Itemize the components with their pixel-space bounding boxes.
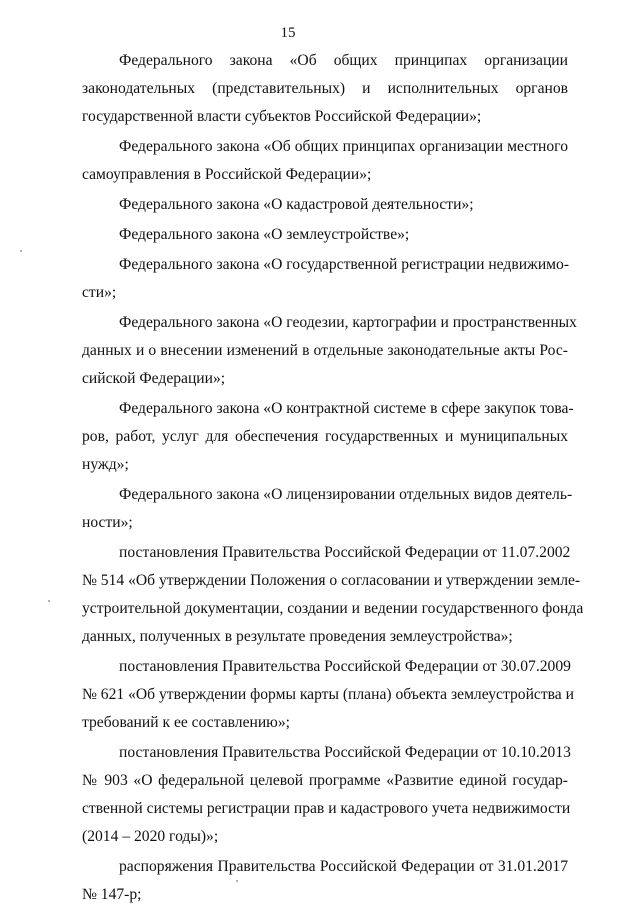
text-line: требований к ее составлению»; <box>82 714 290 731</box>
scan-speck <box>48 600 50 602</box>
text-line: Федерального закона «Об общих принципах организации <box>119 52 568 69</box>
paragraph-p8 <box>82 481 573 537</box>
text-line: ров, работ, услуг для обеспечения государственных и муниципальных <box>82 428 568 445</box>
text-line: постановления Правительства Российской Федерации от 30.07.2009 <box>119 658 571 675</box>
text-line: Федерального закона «О лицензировании отдельных видов деятель- <box>119 486 573 503</box>
text-line: № 514 «Об утверждении Положения о согласовании и утверждении земле- <box>82 572 581 589</box>
text-line: (2014 – 2020 годы)»; <box>82 828 219 845</box>
text-line: сийской Федерации»; <box>82 370 226 387</box>
text-line: Федерального закона «О землеустройстве»; <box>119 226 410 243</box>
text-line: ственной системы регистрации прав и кадастрового учета недвижимости <box>82 800 571 817</box>
text-line: Федерального закона «Об общих принципах организации местного <box>119 138 568 155</box>
text-line: самоуправления в Российской Федерации»; <box>82 166 372 183</box>
paragraph-p4 <box>82 221 568 249</box>
paragraph-p3 <box>82 191 568 219</box>
paragraph-p5 <box>82 251 568 307</box>
text-line: постановления Правительства Российской Федерации от 10.10.2013 <box>119 744 571 761</box>
text-line: нужд»; <box>82 456 129 473</box>
paragraph-p12 <box>82 853 568 909</box>
text-line: данных, полученных в результате проведения землеустройства»; <box>82 628 513 645</box>
paragraph-p10 <box>82 653 574 737</box>
text-line: ности»; <box>82 514 133 531</box>
text-line: Федерального закона «О кадастровой деятельности»; <box>119 196 474 213</box>
text-line: Федерального закона «О государственной регистрации недвижимо- <box>119 256 570 273</box>
scan-speck <box>20 250 22 252</box>
page-number: 15 <box>280 25 296 41</box>
text-line: распоряжения Правительства Российской Федерации от 31.01.2017 <box>119 858 568 875</box>
text-line: законодательных (представительных) и исполнительных органов <box>82 80 568 97</box>
text-line: государственной власти субъектов Российской Федерации»; <box>82 108 482 125</box>
paragraph-p2 <box>82 133 568 189</box>
text-line: № 621 «Об утверждении формы карты (плана) объекта землеустройства и <box>82 686 574 703</box>
text-line: Федерального закона «О геодезии, картографии и пространственных <box>119 314 577 331</box>
text-line: устроительной документации, создании и ведении государственного фонда <box>82 600 584 617</box>
text-line: данных и о внесении изменений в отдельные законодательные акты Рос- <box>82 342 568 359</box>
paragraph-p9 <box>82 539 584 651</box>
text-line: Федерального закона «О контрактной системе в сфере закупок това- <box>119 400 574 417</box>
paragraph-p1 <box>82 47 568 131</box>
scan-speck <box>236 880 238 882</box>
document-body <box>82 47 584 911</box>
paragraph-p6 <box>82 309 577 393</box>
text-line: постановления Правительства Российской Федерации от 11.07.2002 <box>119 544 571 561</box>
text-line: № 903 «О федеральной целевой программе «Развитие единой государ- <box>82 772 568 789</box>
text-line: сти»; <box>82 284 117 301</box>
paragraph-p11 <box>82 739 571 851</box>
paragraph-p7 <box>82 395 574 479</box>
text-line: № 147-р; <box>82 886 142 903</box>
